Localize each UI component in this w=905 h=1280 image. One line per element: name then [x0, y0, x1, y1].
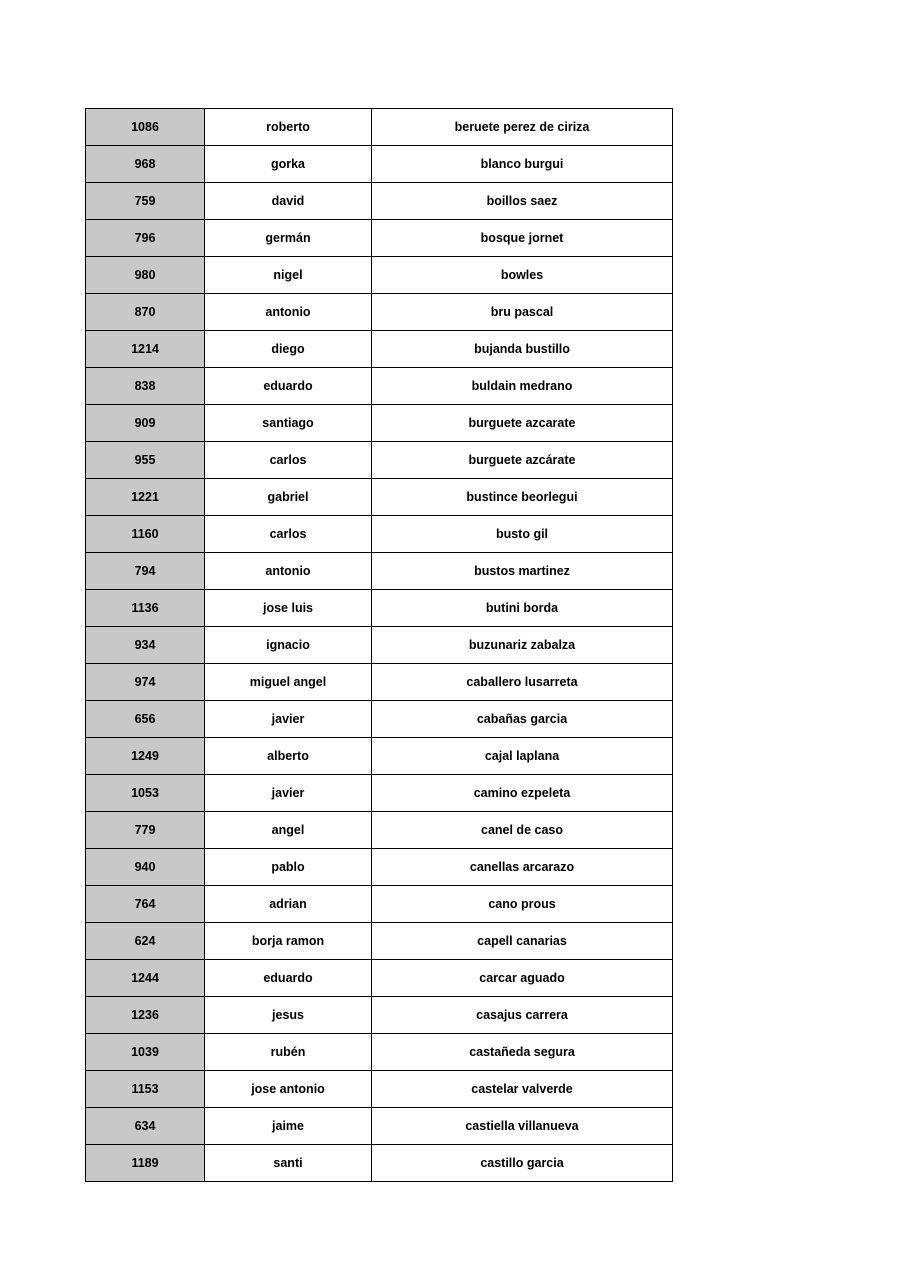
cell-first-name: ignacio	[205, 627, 372, 664]
cell-last-name: butini borda	[372, 590, 673, 627]
table-row	[86, 997, 673, 1034]
cell-id: 909	[86, 405, 205, 442]
cell-id: 779	[86, 812, 205, 849]
cell-first-name: adrian	[205, 886, 372, 923]
cell-last-name: bru pascal	[372, 294, 673, 331]
cell-last-name: casajus carrera	[372, 997, 673, 1034]
cell-first-name: javier	[205, 775, 372, 812]
cell-id: 1249	[86, 738, 205, 775]
table-row	[86, 1145, 673, 1182]
participant-table-wrapper	[85, 108, 645, 1182]
cell-id: 794	[86, 553, 205, 590]
cell-id: 968	[86, 146, 205, 183]
table-row	[86, 775, 673, 812]
cell-first-name: borja ramon	[205, 923, 372, 960]
table-row	[86, 220, 673, 257]
table-row	[86, 257, 673, 294]
table-row	[86, 146, 673, 183]
cell-last-name: bosque jornet	[372, 220, 673, 257]
cell-id: 1214	[86, 331, 205, 368]
cell-last-name: bustos martinez	[372, 553, 673, 590]
cell-last-name: busto gil	[372, 516, 673, 553]
table-row	[86, 442, 673, 479]
cell-first-name: gorka	[205, 146, 372, 183]
cell-id: 1153	[86, 1071, 205, 1108]
table-row	[86, 479, 673, 516]
cell-id: 796	[86, 220, 205, 257]
cell-id: 759	[86, 183, 205, 220]
cell-id: 870	[86, 294, 205, 331]
cell-last-name: blanco burgui	[372, 146, 673, 183]
cell-first-name: antonio	[205, 553, 372, 590]
participant-table-body	[86, 109, 673, 1182]
table-row	[86, 590, 673, 627]
cell-id: 1221	[86, 479, 205, 516]
cell-last-name: bowles	[372, 257, 673, 294]
cell-last-name: cano prous	[372, 886, 673, 923]
cell-last-name: capell canarias	[372, 923, 673, 960]
table-row	[86, 1108, 673, 1145]
cell-first-name: alberto	[205, 738, 372, 775]
cell-id: 1053	[86, 775, 205, 812]
cell-id: 838	[86, 368, 205, 405]
cell-first-name: santi	[205, 1145, 372, 1182]
cell-first-name: javier	[205, 701, 372, 738]
cell-first-name: eduardo	[205, 368, 372, 405]
cell-last-name: buzunariz zabalza	[372, 627, 673, 664]
table-row	[86, 331, 673, 368]
cell-id: 974	[86, 664, 205, 701]
cell-id: 980	[86, 257, 205, 294]
table-row	[86, 405, 673, 442]
table-row	[86, 701, 673, 738]
table-row	[86, 109, 673, 146]
cell-first-name: nigel	[205, 257, 372, 294]
table-row	[86, 960, 673, 997]
table-row	[86, 368, 673, 405]
cell-id: 1086	[86, 109, 205, 146]
cell-last-name: cabañas garcia	[372, 701, 673, 738]
cell-last-name: castañeda segura	[372, 1034, 673, 1071]
cell-id: 656	[86, 701, 205, 738]
table-row	[86, 923, 673, 960]
cell-first-name: david	[205, 183, 372, 220]
cell-first-name: jesus	[205, 997, 372, 1034]
cell-first-name: angel	[205, 812, 372, 849]
cell-id: 1039	[86, 1034, 205, 1071]
cell-id: 1136	[86, 590, 205, 627]
cell-last-name: cajal laplana	[372, 738, 673, 775]
cell-first-name: miguel angel	[205, 664, 372, 701]
cell-first-name: antonio	[205, 294, 372, 331]
cell-last-name: burguete azcarate	[372, 405, 673, 442]
cell-last-name: beruete perez de ciriza	[372, 109, 673, 146]
cell-first-name: eduardo	[205, 960, 372, 997]
cell-last-name: camino ezpeleta	[372, 775, 673, 812]
table-row	[86, 1071, 673, 1108]
cell-last-name: carcar aguado	[372, 960, 673, 997]
cell-id: 1160	[86, 516, 205, 553]
cell-id: 955	[86, 442, 205, 479]
cell-first-name: santiago	[205, 405, 372, 442]
cell-first-name: jose luis	[205, 590, 372, 627]
cell-id: 1244	[86, 960, 205, 997]
cell-first-name: jaime	[205, 1108, 372, 1145]
cell-last-name: castelar valverde	[372, 1071, 673, 1108]
cell-first-name: pablo	[205, 849, 372, 886]
table-row	[86, 849, 673, 886]
table-row	[86, 664, 673, 701]
cell-last-name: canel de caso	[372, 812, 673, 849]
table-row	[86, 516, 673, 553]
table-row	[86, 812, 673, 849]
cell-last-name: castillo garcia	[372, 1145, 673, 1182]
cell-first-name: rubén	[205, 1034, 372, 1071]
cell-first-name: diego	[205, 331, 372, 368]
table-row	[86, 553, 673, 590]
cell-id: 940	[86, 849, 205, 886]
table-row	[86, 294, 673, 331]
cell-last-name: bustince beorlegui	[372, 479, 673, 516]
cell-id: 934	[86, 627, 205, 664]
cell-id: 634	[86, 1108, 205, 1145]
cell-first-name: roberto	[205, 109, 372, 146]
cell-first-name: gabriel	[205, 479, 372, 516]
cell-last-name: bujanda bustillo	[372, 331, 673, 368]
cell-last-name: buldain medrano	[372, 368, 673, 405]
cell-first-name: germán	[205, 220, 372, 257]
table-row	[86, 1034, 673, 1071]
cell-last-name: caballero lusarreta	[372, 664, 673, 701]
cell-id: 764	[86, 886, 205, 923]
cell-last-name: castiella villanueva	[372, 1108, 673, 1145]
table-row	[86, 886, 673, 923]
table-row	[86, 183, 673, 220]
cell-first-name: jose antonio	[205, 1071, 372, 1108]
table-row	[86, 627, 673, 664]
table-row	[86, 738, 673, 775]
cell-first-name: carlos	[205, 516, 372, 553]
cell-last-name: canellas arcarazo	[372, 849, 673, 886]
cell-first-name: carlos	[205, 442, 372, 479]
participant-table	[85, 108, 673, 1182]
cell-id: 1236	[86, 997, 205, 1034]
cell-last-name: boillos saez	[372, 183, 673, 220]
cell-id: 624	[86, 923, 205, 960]
cell-id: 1189	[86, 1145, 205, 1182]
cell-last-name: burguete azcárate	[372, 442, 673, 479]
